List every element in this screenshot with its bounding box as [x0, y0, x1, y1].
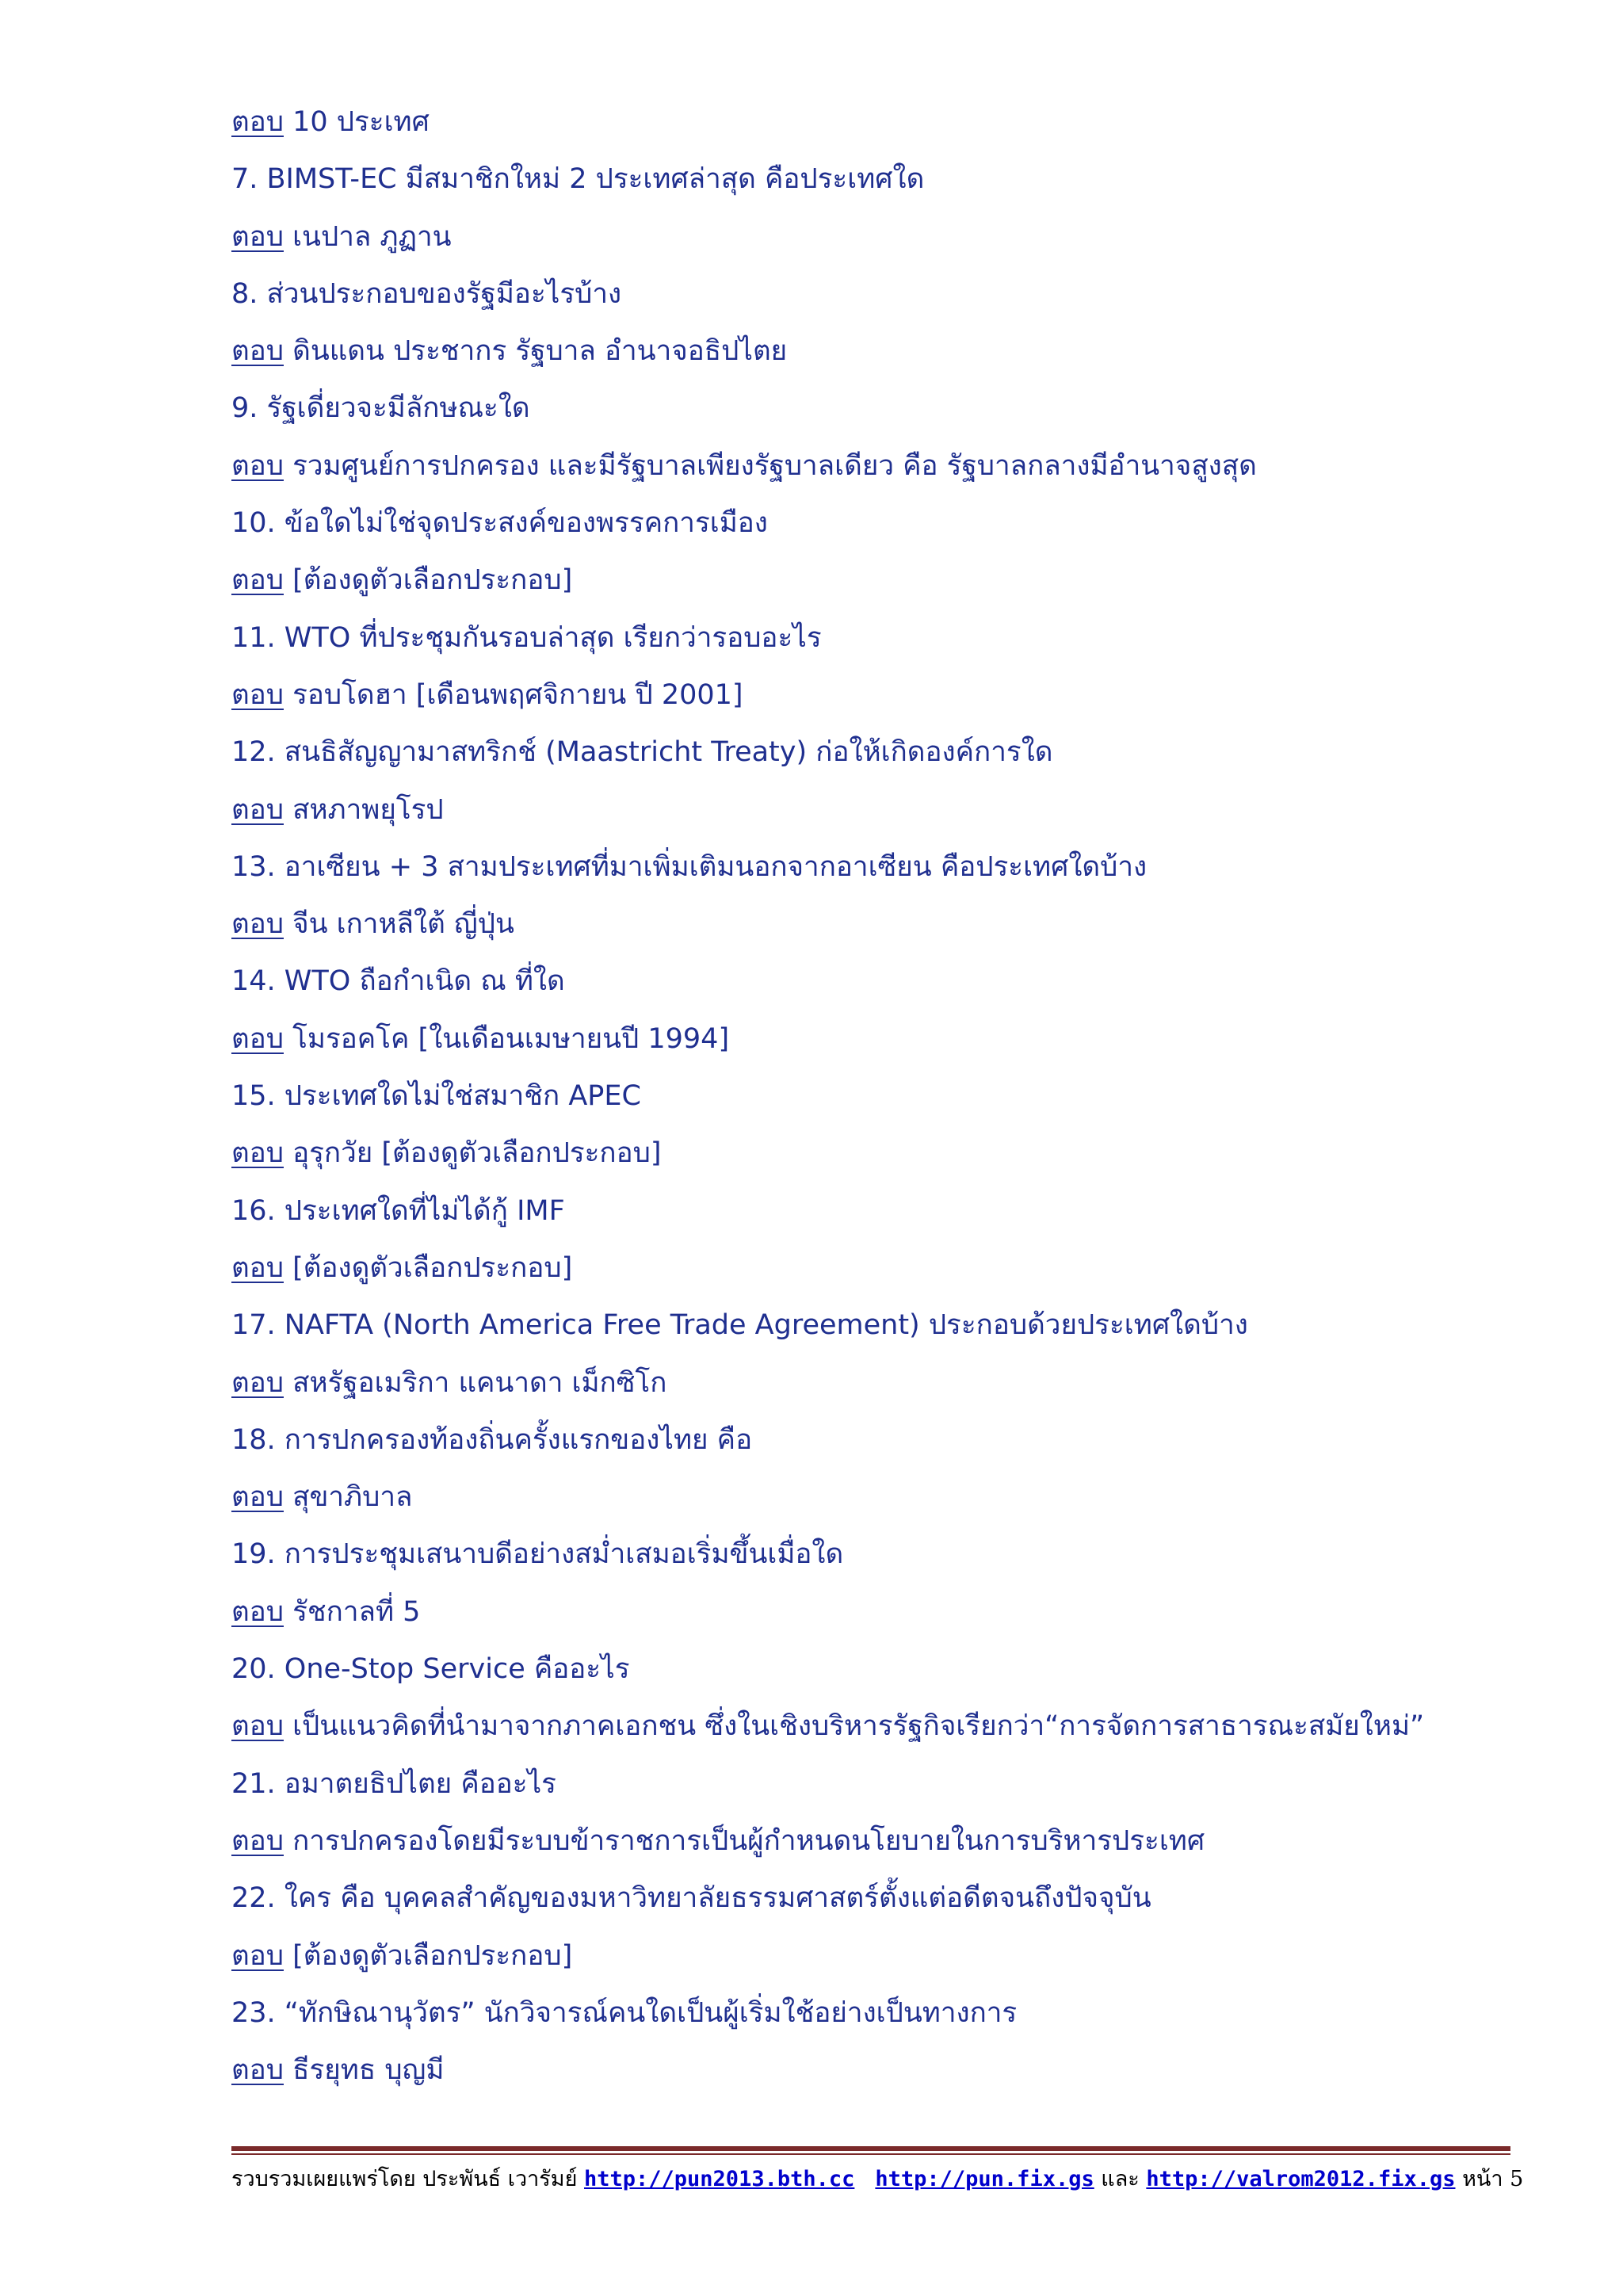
answer-line: [231, 327, 1579, 384]
question-line: [231, 1301, 1579, 1358]
footer-page-number: หน้า 5: [1455, 2167, 1524, 2191]
answer-text: [ต้องดูตัวเลือกประกอบ]: [283, 1251, 573, 1284]
question-line: [231, 1416, 1579, 1473]
question-line: [231, 1874, 1579, 1931]
answer-label: ตอบ: [231, 1137, 284, 1170]
question-line: [231, 843, 1579, 900]
answer-text: ดินแดน ประชากร รัฐบาล อำนาจอธิปไตย: [283, 335, 788, 368]
answer-label: ตอบ: [231, 678, 284, 711]
question-line: [231, 614, 1579, 671]
answer-line: [231, 1932, 1579, 1989]
answer-text: อุรุกวัย [ต้องดูตัวเลือกประกอบ]: [283, 1137, 662, 1170]
question-line: [231, 1187, 1579, 1244]
answer-label: ตอบ: [231, 1939, 284, 1972]
question-text: 22. ใคร คือ บุคคลสำคัญของมหาวิทยาลัยธรรมศาสตร์ตั้งแต่อดีตจนถึงปัจจุบัน: [231, 1882, 1151, 1915]
question-text: 16. ประเทศใดที่ไม่ได้กู้ IMF: [231, 1194, 565, 1227]
answer-label: ตอบ: [231, 1824, 284, 1857]
answer-label: ตอบ: [231, 1366, 284, 1399]
answer-text: การปกครองโดยมีระบบข้าราชการเป็นผู้กำหนดนโยบายในการบริหารประเทศ: [283, 1824, 1205, 1857]
question-text: 10. ข้อใดไม่ใช่จุดประสงค์ของพรรคการเมือง: [231, 507, 768, 540]
answer-label: ตอบ: [231, 564, 284, 597]
answer-label: ตอบ: [231, 335, 284, 368]
answer-text: รัชกาลที่ 5: [283, 1595, 421, 1628]
answer-text: 10 ประเทศ: [283, 106, 430, 138]
question-text: 8. ส่วนประกอบของรัฐมีอะไรบ้าง: [231, 277, 622, 310]
answer-text: สหภาพยุโรป: [283, 793, 444, 826]
footer-link-valrom2012[interactable]: http://valrom2012.fix.gs: [1146, 2167, 1456, 2191]
footer-link-pun-fix[interactable]: http://pun.fix.gs: [875, 2167, 1094, 2191]
answer-label: ตอบ: [231, 220, 284, 253]
answer-line: [231, 2046, 1579, 2103]
answer-label: ตอบ: [231, 1710, 284, 1743]
answer-line: [231, 786, 1579, 843]
question-line: [231, 957, 1579, 1014]
answer-label: ตอบ: [231, 908, 284, 941]
footer-and: และ: [1094, 2167, 1147, 2191]
question-text: 19. การประชุมเสนาบดีอย่างสม่ำเสมอเริ่มขึ้นเมื่อใด: [231, 1538, 844, 1571]
footer-link-pun2013[interactable]: http://pun2013.bth.cc: [584, 2167, 855, 2191]
footer-rule-thick: [231, 2146, 1510, 2151]
answer-line: [231, 671, 1579, 728]
question-line: [231, 728, 1579, 785]
answer-line: [231, 1702, 1579, 1759]
answer-line: [231, 442, 1579, 499]
answer-label: ตอบ: [231, 1022, 284, 1055]
answer-text: สุขาภิบาล: [283, 1481, 413, 1514]
question-line: [231, 1760, 1579, 1817]
qa-list: [231, 98, 1579, 2103]
question-text: 20. One-Stop Service คืออะไร: [231, 1653, 630, 1686]
question-line: [231, 499, 1579, 556]
answer-line: [231, 900, 1579, 957]
footer-rule-thin: [231, 2153, 1510, 2155]
answer-line: [231, 1817, 1579, 1874]
question-text: 18. การปกครองท้องถิ่นครั้งแรกของไทย คือ: [231, 1423, 753, 1456]
answer-label: ตอบ: [231, 449, 284, 482]
answer-label: ตอบ: [231, 793, 284, 826]
question-text: 12. สนธิสัญญามาสทริกช์ (Maastricht Treaty) ก่อให้เกิดองค์การใด: [231, 736, 1053, 769]
answer-text: สหรัฐอเมริกา แคนาดา เม็กซิโก: [283, 1366, 667, 1399]
question-text: 7. BIMST-EC มีสมาชิกใหม่ 2 ประเทศล่าสุด คือประเทศใด: [231, 163, 925, 196]
answer-label: ตอบ: [231, 1481, 284, 1514]
question-line: [231, 155, 1579, 212]
answer-text: รอบโดฮา [เดือนพฤศจิกายน ปี 2001]: [283, 678, 743, 711]
question-text: 14. WTO ถือกำเนิด ณ ที่ใด: [231, 965, 565, 998]
question-text: 13. อาเซียน + 3 สามประเทศที่มาเพิ่มเติมนอกจากอาเซียน คือประเทศใดบ้าง: [231, 850, 1148, 883]
question-line: [231, 1530, 1579, 1587]
answer-text: เป็นแนวคิดที่นำมาจากภาคเอกชน ซึ่งในเชิงบริหารรัฐกิจเรียกว่า“การจัดการสาธารณะสมัยใหม่”: [283, 1710, 1425, 1743]
question-line: [231, 1989, 1579, 2046]
question-line: [231, 1072, 1579, 1129]
answer-label: ตอบ: [231, 2054, 284, 2087]
answer-line: [231, 556, 1579, 613]
answer-text: จีน เกาหลีใต้ ญี่ปุ่น: [283, 908, 514, 941]
answer-line: [231, 1129, 1579, 1186]
question-text: 9. รัฐเดี่ยวจะมีลักษณะใด: [231, 392, 530, 425]
answer-text: รวมศูนย์การปกครอง และมีรัฐบาลเพียงรัฐบาลเดียว คือ รัฐบาลกลางมีอำนาจสูงสุด: [283, 449, 1257, 482]
answer-text: โมรอคโค [ในเดือนเมษายนปี 1994]: [283, 1022, 730, 1055]
question-line: [231, 1645, 1579, 1702]
answer-text: เนปาล ภูฏาน: [283, 220, 452, 253]
answer-label: ตอบ: [231, 1251, 284, 1284]
answer-line: [231, 1473, 1579, 1530]
question-line: [231, 384, 1579, 441]
footer-credit: รวบรวมเผยแพร่โดย ประพันธ์ เวารัมย์: [231, 2167, 584, 2191]
answer-line: [231, 1015, 1579, 1072]
answer-line: [231, 213, 1579, 270]
page-footer: [231, 2164, 1531, 2195]
answer-text: [ต้องดูตัวเลือกประกอบ]: [283, 564, 573, 597]
answer-line: [231, 1588, 1579, 1645]
question-text: 17. NAFTA (North America Free Trade Agreement) ประกอบด้วยประเทศใดบ้าง: [231, 1309, 1248, 1342]
question-text: 23. “ทักษิณานุวัตร” นักวิจารณ์คนใดเป็นผู้เริ่มใช้อย่างเป็นทางการ: [231, 1996, 1018, 2029]
answer-line: [231, 1359, 1579, 1416]
question-text: 15. ประเทศใดไม่ใช่สมาชิก APEC: [231, 1080, 641, 1113]
question-text: 11. WTO ที่ประชุมกันรอบล่าสุด เรียกว่ารอบอะไร: [231, 621, 822, 654]
question-line: [231, 270, 1579, 327]
question-text: 21. อมาตยธิปไตย คืออะไร: [231, 1767, 556, 1800]
answer-text: ธีรยุทธ บุญมี: [283, 2054, 445, 2087]
answer-label: ตอบ: [231, 106, 284, 138]
answer-label: ตอบ: [231, 1595, 284, 1628]
answer-text: [ต้องดูตัวเลือกประกอบ]: [283, 1939, 573, 1972]
answer-line: [231, 1244, 1579, 1301]
answer-line: [231, 98, 1579, 155]
